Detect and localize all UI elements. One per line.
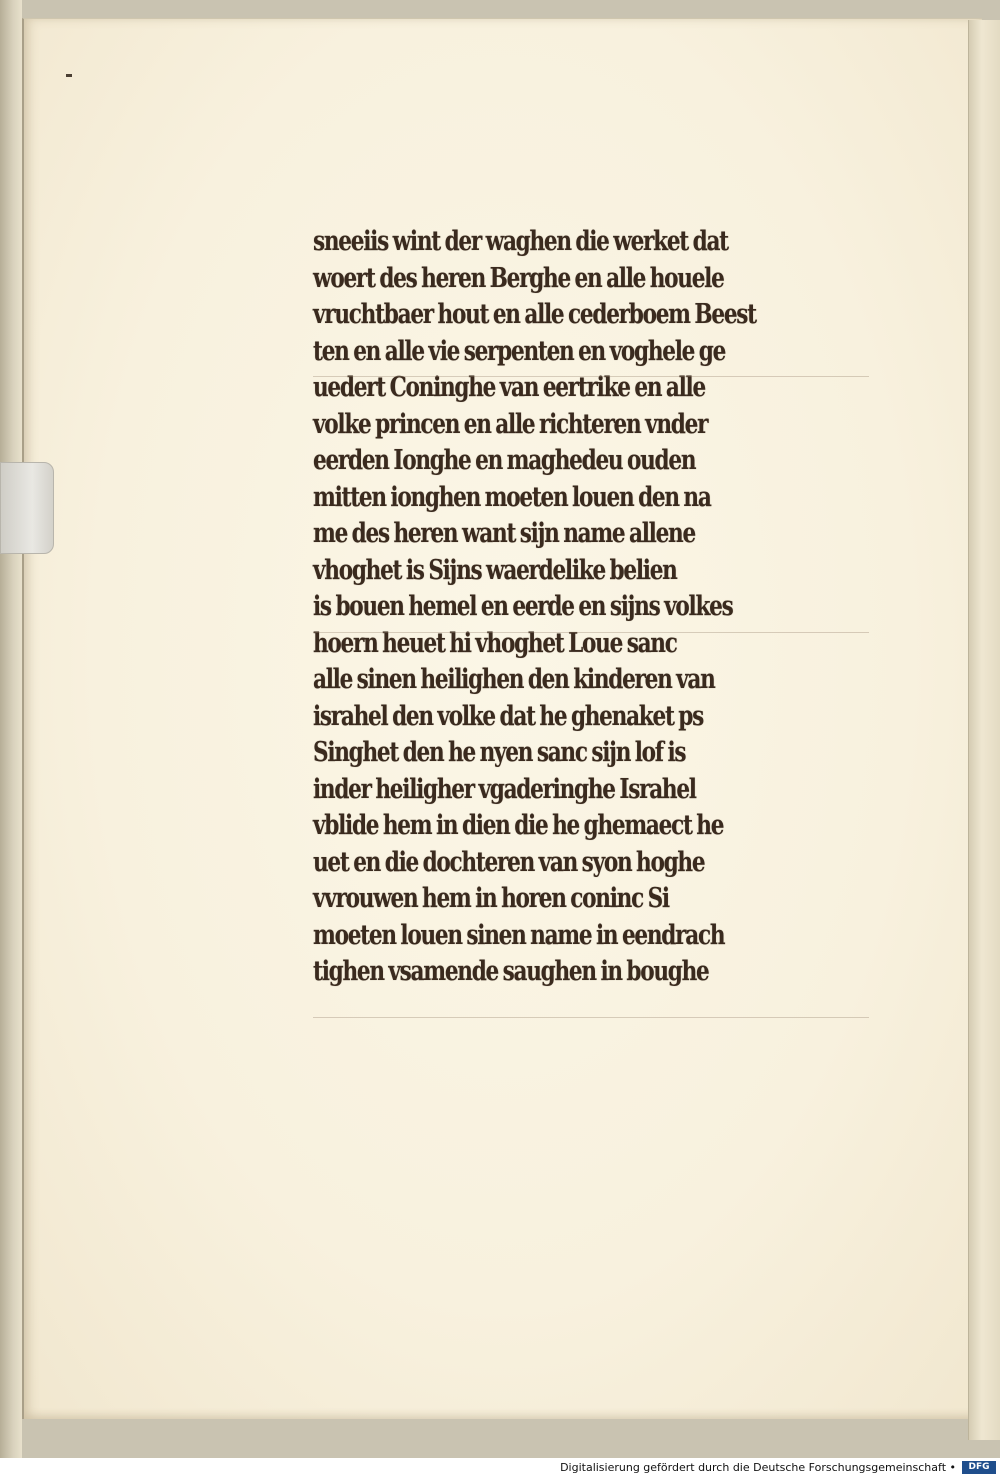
text-line: eerden Ionghe en maghedeu ouden xyxy=(313,445,696,476)
ruling-line xyxy=(313,1017,869,1018)
ruling-line xyxy=(313,376,869,377)
text-line: volke princen en alle richteren vnder xyxy=(313,408,708,440)
funding-credit: Digitalisierung gefördert durch die Deutsche Forschungsgemeinschaft • xyxy=(560,1461,956,1474)
text-line: uet en die dochteren van syon hoghe xyxy=(313,846,705,878)
page-stack-edge xyxy=(968,20,1000,1440)
text-line: uedert Coninghe van eertrike en alle xyxy=(313,372,705,403)
text-line: alle sinen heilighen den kinderen van xyxy=(313,664,715,695)
text-line: tighen vsamende saughen in boughe xyxy=(313,956,709,987)
text-line: israhel den volke dat he ghenaket ps xyxy=(313,700,703,732)
binding-edge xyxy=(0,0,22,1458)
text-line: vhoghet is Sijns waerdelike belien xyxy=(313,554,677,586)
text-line: vruchtbaer hout en alle cederboem Beest xyxy=(313,299,756,330)
ruling-line xyxy=(313,632,869,633)
ink-mark xyxy=(66,74,72,77)
footer-bar xyxy=(0,1458,1000,1478)
text-line: moeten louen sinen name in eendrach xyxy=(313,919,725,951)
text-line: woert des heren Berghe en alle houele xyxy=(313,262,724,294)
text-line: mitten ionghen moeten louen den na xyxy=(313,481,711,513)
text-line: vblide hem in dien die he ghemaect he xyxy=(313,810,724,841)
manuscript-text xyxy=(313,224,883,991)
text-line: inder heiligher vgaderinghe Israhel xyxy=(313,773,696,805)
text-line: me des heren want sijn name allene xyxy=(313,518,695,549)
clasp xyxy=(0,462,54,554)
text-line: ten en alle vie serpenten en voghele ge xyxy=(313,335,726,367)
text-line: hoern heuet hi vhoghet Loue sanc xyxy=(313,627,677,659)
text-line: is bouen hemel en eerde en sijns volkes xyxy=(313,591,733,622)
dfg-logo: DFG xyxy=(962,1461,996,1474)
text-line: Singhet den he nyen sanc sijn lof is xyxy=(313,737,686,768)
text-line: sneeiis wint der waghen die werket dat xyxy=(313,226,728,257)
text-line: vvrouwen hem in horen coninc Si xyxy=(313,883,669,914)
